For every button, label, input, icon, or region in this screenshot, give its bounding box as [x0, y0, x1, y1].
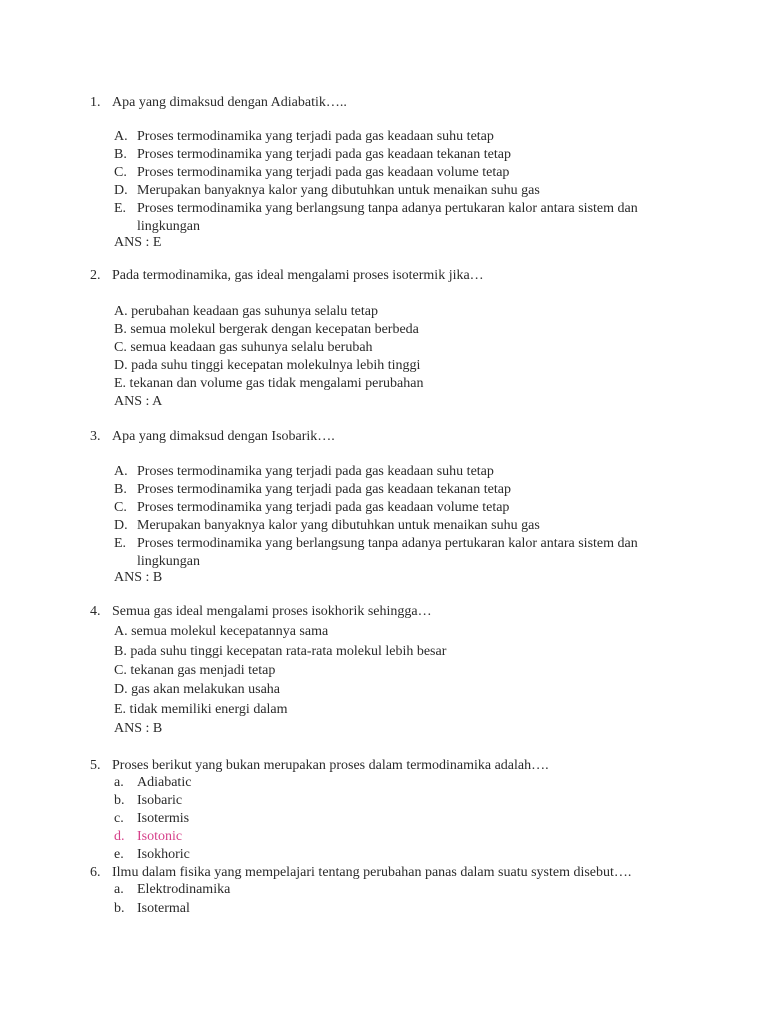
question-text: Apa yang dimaksud dengan Isobarik…. — [112, 429, 335, 444]
option-letter: A. — [114, 464, 128, 479]
option-text: Isotermal — [137, 901, 190, 916]
question-text: Ilmu dalam fisika yang mempelajari tentang perubahan panas dalam suatu system disebut…. — [112, 865, 632, 880]
option-text: Proses termodinamika yang terjadi pada gas keadaan tekanan tetap — [137, 147, 511, 162]
option-text: B. semua molekul bergerak dengan kecepatan berbeda — [114, 322, 419, 337]
option-text: Elektrodinamika — [137, 882, 231, 897]
question-number: 5. — [90, 758, 101, 773]
option-letter: b. — [114, 793, 125, 808]
option-text-continuation: lingkungan — [137, 219, 200, 234]
option-text: Isobaric — [137, 793, 183, 808]
question-text: Proses berikut yang bukan merupakan proses dalam termodinamika adalah…. — [112, 758, 549, 773]
answer-key: ANS : B — [114, 721, 163, 736]
option-letter: B. — [114, 147, 127, 162]
option-text: B. pada suhu tinggi kecepatan rata-rata molekul lebih besar — [114, 644, 447, 659]
option-text: Proses termodinamika yang terjadi pada gas keadaan volume tetap — [137, 165, 510, 180]
answer-key: ANS : A — [114, 394, 163, 409]
answer-key: ANS : B — [114, 570, 163, 585]
option-text: Proses termodinamika yang berlangsung tanpa adanya pertukaran kalor antara sistem dan — [137, 536, 638, 551]
option-text-continuation: lingkungan — [137, 554, 200, 569]
option-text: Isotermis — [137, 811, 190, 826]
question-number: 4. — [90, 604, 101, 619]
option-text: A. perubahan keadaan gas suhunya selalu tetap — [114, 304, 378, 319]
question-number: 1. — [90, 95, 101, 110]
option-letter: D. — [114, 518, 128, 533]
option-text: Proses termodinamika yang terjadi pada gas keadaan suhu tetap — [137, 464, 494, 479]
question-number: 3. — [90, 429, 101, 444]
option-text: Proses termodinamika yang terjadi pada gas keadaan volume tetap — [137, 500, 510, 515]
option-letter: C. — [114, 165, 127, 180]
option-text: Proses termodinamika yang terjadi pada gas keadaan tekanan tetap — [137, 482, 511, 497]
question-text: Pada termodinamika, gas ideal mengalami proses isotermik jika… — [112, 268, 484, 283]
option-letter: c. — [114, 811, 124, 826]
option-text: Adiabatic — [137, 775, 192, 790]
question-number: 6. — [90, 865, 101, 880]
option-text: E. tekanan dan volume gas tidak mengalami perubahan — [114, 376, 424, 391]
option-letter: a. — [114, 882, 124, 897]
option-text: Merupakan banyaknya kalor yang dibutuhkan untuk menaikan suhu gas — [137, 183, 540, 198]
option-text: Proses termodinamika yang berlangsung tanpa adanya pertukaran kalor antara sistem dan — [137, 201, 638, 216]
option-letter: E. — [114, 536, 127, 551]
question-text: Apa yang dimaksud dengan Adiabatik….. — [112, 95, 347, 110]
option-text: C. semua keadaan gas suhunya selalu berubah — [114, 340, 373, 355]
option-text: D. gas akan melakukan usaha — [114, 682, 280, 697]
option-letter: C. — [114, 500, 127, 515]
option-text: A. semua molekul kecepatannya sama — [114, 624, 329, 639]
option-letter: d. — [114, 829, 125, 844]
option-letter: b. — [114, 901, 125, 916]
answer-key: ANS : E — [114, 235, 162, 250]
option-text: Isokhoric — [137, 847, 190, 862]
question-text: Semua gas ideal mengalami proses isokhorik sehingga… — [112, 604, 432, 619]
option-letter: E. — [114, 201, 127, 216]
option-letter: e. — [114, 847, 124, 862]
option-text: Proses termodinamika yang terjadi pada gas keadaan suhu tetap — [137, 129, 494, 144]
option-letter: D. — [114, 183, 128, 198]
option-letter: B. — [114, 482, 127, 497]
question-number: 2. — [90, 268, 101, 283]
option-letter: A. — [114, 129, 128, 144]
option-text: Isotonic — [137, 829, 183, 844]
option-text: D. pada suhu tinggi kecepatan molekulnya lebih tinggi — [114, 358, 421, 373]
option-text: Merupakan banyaknya kalor yang dibutuhkan untuk menaikan suhu gas — [137, 518, 540, 533]
option-text: E. tidak memiliki energi dalam — [114, 702, 288, 717]
option-letter: a. — [114, 775, 124, 790]
option-text: C. tekanan gas menjadi tetap — [114, 663, 276, 678]
